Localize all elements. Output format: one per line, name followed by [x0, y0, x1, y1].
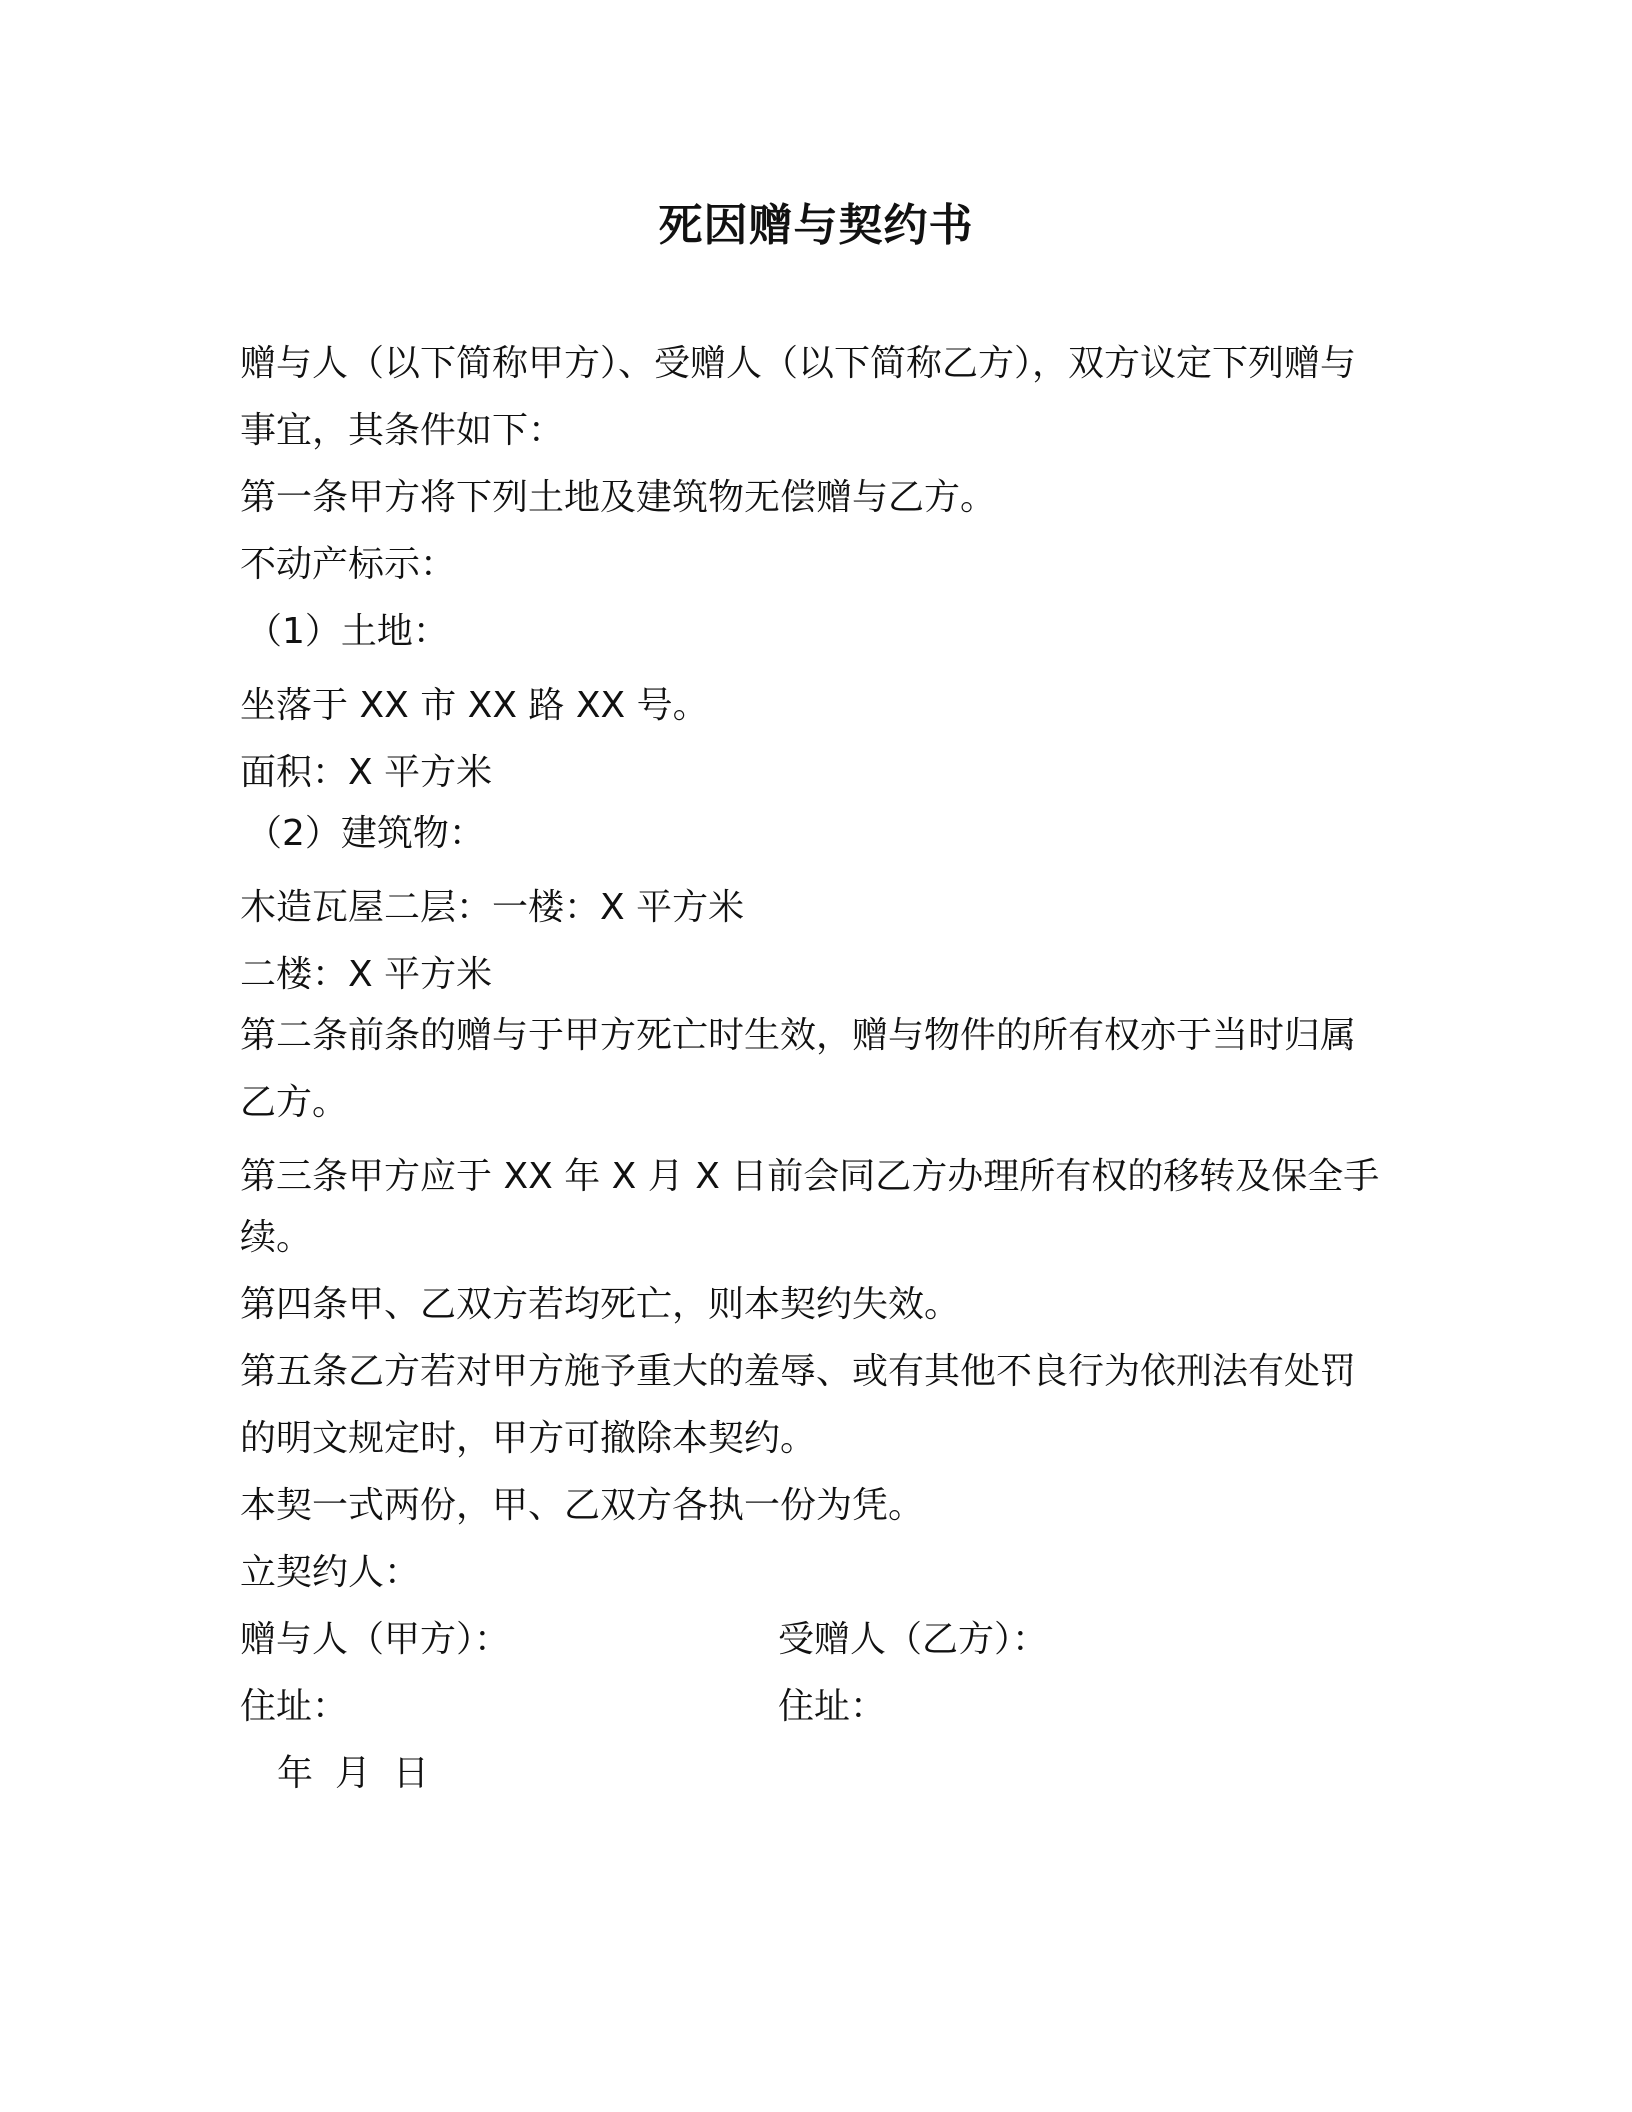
article-3-line-1: 第三条甲方应于 XX 年 X 月 X 日前会同乙方办理所有权的移转及保全手: [240, 1156, 1380, 1197]
article-5-line-1: 第五条乙方若对甲方施予重大的羞辱、或有其他不良行为依刑法有处罚: [240, 1351, 1357, 1392]
intro-line-2: 事宜，其条件如下：: [240, 410, 565, 451]
article-4: 第四条甲、乙双方若均死亡，则本契约失效。: [240, 1284, 961, 1325]
article-2-line-1: 第二条前条的赠与于甲方死亡时生效，赠与物件的所有权亦于当时归属: [240, 1015, 1357, 1056]
land-location: 坐落于 XX 市 XX 路 XX 号。: [240, 685, 709, 726]
intro-line-1: 赠与人（以下简称甲方）、受赠人（以下简称乙方），双方议定下列赠与: [240, 343, 1357, 384]
building-floor-1: 木造瓦屋二层：一楼：X 平方米: [240, 887, 745, 928]
article-2-line-2: 乙方。: [240, 1082, 349, 1123]
article-1: 第一条甲方将下列土地及建筑物无偿赠与乙方。: [240, 477, 997, 518]
date-line: [277, 1750, 429, 1798]
donee-signature-label: 受赠人（乙方）：: [778, 1619, 1049, 1660]
property-label: 不动产标示：: [240, 544, 457, 585]
donee-address-label: 住址：: [778, 1686, 887, 1727]
date-month: 月: [335, 1753, 372, 1794]
document-title: 死因赠与契约书: [658, 200, 974, 251]
article-3-line-2: 续。: [240, 1217, 313, 1258]
date-day: 日: [393, 1753, 430, 1794]
building-floor-2: 二楼：X 平方米: [240, 954, 493, 995]
date-year: 年: [277, 1753, 314, 1794]
donor-address-label: 住址：: [240, 1686, 349, 1727]
article-5-line-2: 的明文规定时，甲方可撤除本契约。: [240, 1418, 817, 1459]
land-label: （1）土地：: [246, 611, 449, 652]
donor-signature-label: 赠与人（甲方）：: [240, 1619, 511, 1660]
signatories-label: 立契约人：: [240, 1552, 421, 1593]
copies-statement: 本契一式两份，甲、乙双方各执一份为凭。: [240, 1485, 925, 1526]
land-area: 面积：X 平方米: [240, 752, 493, 793]
building-label: （2）建筑物：: [246, 813, 485, 854]
